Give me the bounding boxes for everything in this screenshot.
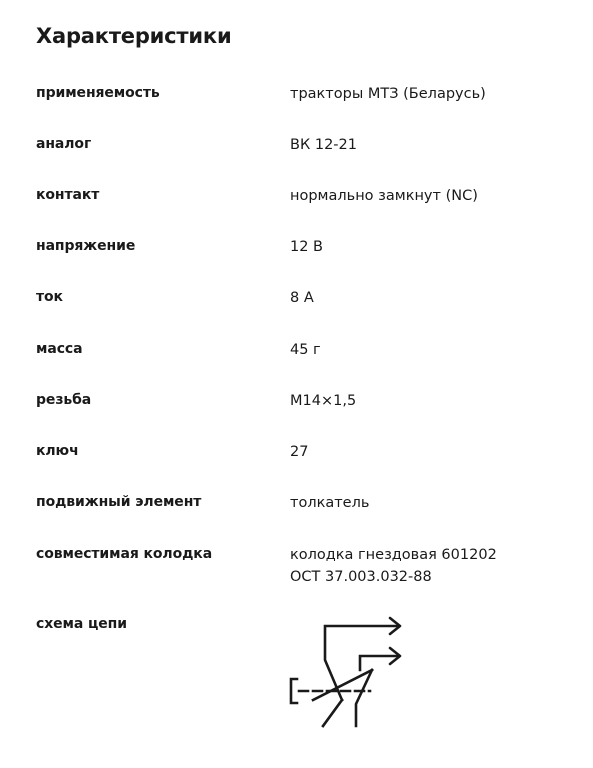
spec-label: ток [36,289,63,305]
normally-closed-pushbutton-switch-icon [280,612,410,734]
spec-label: напряжение [36,238,136,254]
spec-label: применяемость [36,85,160,101]
spec-label: ключ [36,443,79,459]
spec-value [290,544,497,588]
spec-value: ВК 12-21 [290,137,357,153]
spec-label: совместимая колодка [36,546,213,562]
spec-label: контакт [36,187,100,203]
spec-label: резьба [36,392,92,408]
spec-value: 8 А [290,290,314,306]
spec-label: масса [36,341,83,357]
spec-label: подвижный элемент [36,494,202,510]
spec-label: схема цепи [36,616,127,632]
spec-value: 45 г [290,342,321,358]
spec-value: нормально замкнут (NC) [290,188,478,204]
spec-value: толкатель [290,495,370,511]
spec-value-line: ОСТ 37.003.032-88 [290,569,432,585]
spec-label: аналог [36,136,92,152]
spec-value: М14×1,5 [290,393,357,409]
spec-value: 27 [290,444,309,460]
spec-value: 12 В [290,239,324,255]
spec-value: тракторы МТЗ (Беларусь) [290,86,486,102]
spec-value-line: колодка гнездовая 601202 [290,547,497,563]
page-title: Характеристики [36,24,232,48]
